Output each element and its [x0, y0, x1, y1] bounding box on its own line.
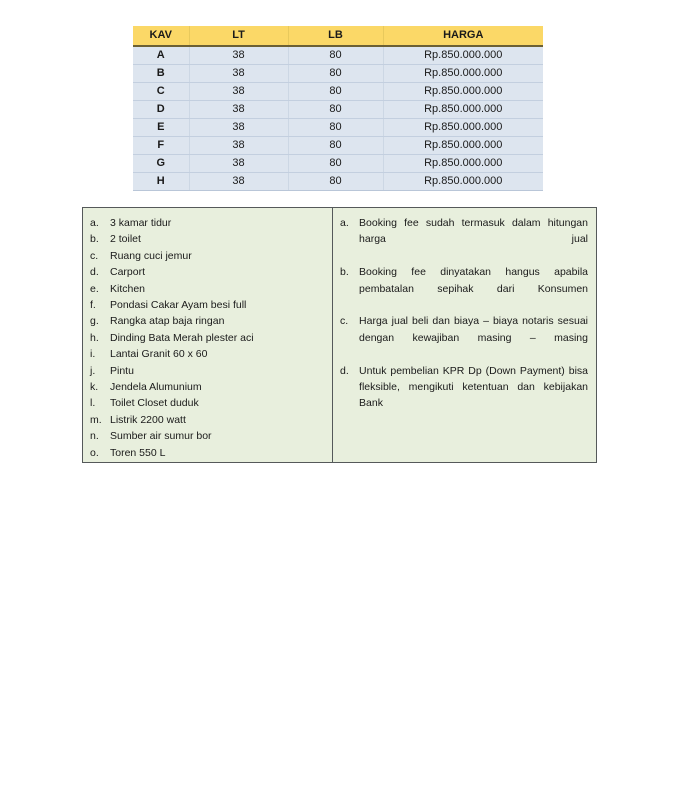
cell-lt: 38	[189, 137, 288, 155]
list-marker: a.	[340, 217, 349, 229]
cell-kav: D	[133, 101, 189, 119]
list-item-text: 3 kamar tidur	[110, 217, 172, 229]
terms-item	[340, 215, 588, 264]
specification-item	[90, 412, 324, 428]
column-header-lt: LT	[189, 26, 288, 46]
kav-table-header	[133, 26, 543, 46]
cell-lt: 38	[189, 46, 288, 65]
list-item-text: Toren 550 L	[110, 446, 166, 459]
cell-lb: 80	[288, 119, 383, 137]
column-header-kav: KAV	[133, 26, 189, 46]
list-marker: e.	[90, 282, 99, 295]
list-item-text: Toilet Closet duduk	[110, 397, 199, 410]
cell-lb: 80	[288, 137, 383, 155]
kav-price-table	[133, 26, 543, 191]
specification-item	[90, 281, 324, 297]
list-marker: l.	[90, 397, 96, 410]
list-marker: b.	[90, 233, 99, 246]
table-row	[133, 155, 543, 173]
cell-kav: C	[133, 83, 189, 101]
list-item-text: Rangka atap baja ringan	[110, 315, 225, 328]
cell-lb: 80	[288, 65, 383, 83]
column-header-harga: HARGA	[383, 26, 543, 46]
cell-harga: Rp.850.000.000	[383, 173, 543, 191]
table-row	[133, 101, 543, 119]
list-marker: b.	[340, 266, 349, 279]
table-row	[133, 65, 543, 83]
cell-harga: Rp.850.000.000	[383, 83, 543, 101]
list-item-text: Booking fee sudah termasuk dalam hitungan harga jual	[359, 217, 588, 246]
terms-list	[333, 208, 596, 462]
cell-kav: E	[133, 119, 189, 137]
specification-item	[90, 248, 324, 264]
specification-item	[90, 313, 324, 329]
specification-item	[90, 445, 324, 461]
list-item-text: Jendela Alumunium	[110, 381, 202, 394]
list-item-text: 2 toilet	[110, 233, 141, 246]
kav-table-body	[133, 46, 543, 191]
list-marker: d.	[90, 266, 99, 279]
cell-lb: 80	[288, 46, 383, 65]
terms-item	[340, 313, 588, 362]
table-row	[133, 137, 543, 155]
cell-lt: 38	[189, 173, 288, 191]
cell-kav: G	[133, 155, 189, 173]
list-item-text: Pintu	[110, 364, 134, 377]
cell-harga: Rp.850.000.000	[383, 119, 543, 137]
table-row	[133, 173, 543, 191]
cell-harga: Rp.850.000.000	[383, 46, 543, 65]
table-header-row	[133, 26, 543, 46]
cell-kav: H	[133, 173, 189, 191]
list-marker: h.	[90, 331, 99, 344]
specification-item	[90, 330, 324, 346]
list-marker: m.	[90, 413, 102, 426]
specification-item	[90, 379, 324, 395]
list-item-text: Dinding Bata Merah plester aci	[110, 331, 254, 344]
table-row	[133, 46, 543, 65]
cell-lt: 38	[189, 119, 288, 137]
cell-lt: 38	[189, 155, 288, 173]
cell-lt: 38	[189, 101, 288, 119]
list-item-text: Lantai Granit 60 x 60	[110, 348, 208, 361]
specification-item	[90, 346, 324, 362]
specification-item	[90, 215, 324, 231]
list-marker: d.	[340, 364, 349, 377]
terms-item	[340, 363, 588, 429]
list-item-text: Carport	[110, 266, 146, 279]
cell-lb: 80	[288, 83, 383, 101]
list-marker: o.	[90, 446, 99, 459]
cell-harga: Rp.850.000.000	[383, 137, 543, 155]
list-item-text: Untuk pembelian KPR Dp (Down Payment) bisa fleksible, mengikuti ketentuan dan kebijakan Bank	[359, 364, 588, 410]
list-marker: n.	[90, 430, 99, 443]
specification-item	[90, 395, 324, 411]
specification-item	[90, 231, 324, 247]
list-item-text: Pondasi Cakar Ayam besi full	[110, 299, 247, 312]
list-marker: j.	[90, 364, 96, 377]
cell-harga: Rp.850.000.000	[383, 101, 543, 119]
list-item-text: Sumber air sumur bor	[110, 430, 212, 443]
list-item-text: Booking fee dinyatakan hangus apabila pembatalan sepihak dari Konsumen	[359, 266, 588, 295]
list-marker: i.	[90, 348, 96, 361]
specification-item	[90, 264, 324, 280]
list-item-text: Kitchen	[110, 282, 146, 295]
cell-lb: 80	[288, 101, 383, 119]
cell-kav: B	[133, 65, 189, 83]
list-item-text: Harga jual beli dan biaya – biaya notaris sesuai dengan kewajiban masing – masing	[359, 315, 588, 344]
cell-harga: Rp.850.000.000	[383, 155, 543, 173]
spec-terms-box	[82, 207, 597, 463]
table-row	[133, 83, 543, 101]
specification-item	[90, 297, 324, 313]
cell-harga: Rp.850.000.000	[383, 65, 543, 83]
list-item-text: Ruang cuci jemur	[110, 249, 192, 262]
list-marker: c.	[340, 315, 349, 328]
list-item-text: Listrik 2200 watt	[110, 413, 186, 426]
cell-lt: 38	[189, 83, 288, 101]
list-marker: k.	[90, 381, 99, 394]
cell-lt: 38	[189, 65, 288, 83]
terms-item	[340, 264, 588, 313]
table-row	[133, 119, 543, 137]
specification-list	[83, 208, 333, 462]
specification-item	[90, 428, 324, 444]
cell-lb: 80	[288, 173, 383, 191]
cell-kav: A	[133, 46, 189, 65]
list-marker: f.	[90, 299, 96, 312]
column-header-lb: LB	[288, 26, 383, 46]
cell-lb: 80	[288, 155, 383, 173]
list-marker: g.	[90, 315, 99, 328]
list-marker: c.	[90, 249, 99, 262]
cell-kav: F	[133, 137, 189, 155]
list-marker: a.	[90, 217, 99, 229]
specification-item	[90, 363, 324, 379]
